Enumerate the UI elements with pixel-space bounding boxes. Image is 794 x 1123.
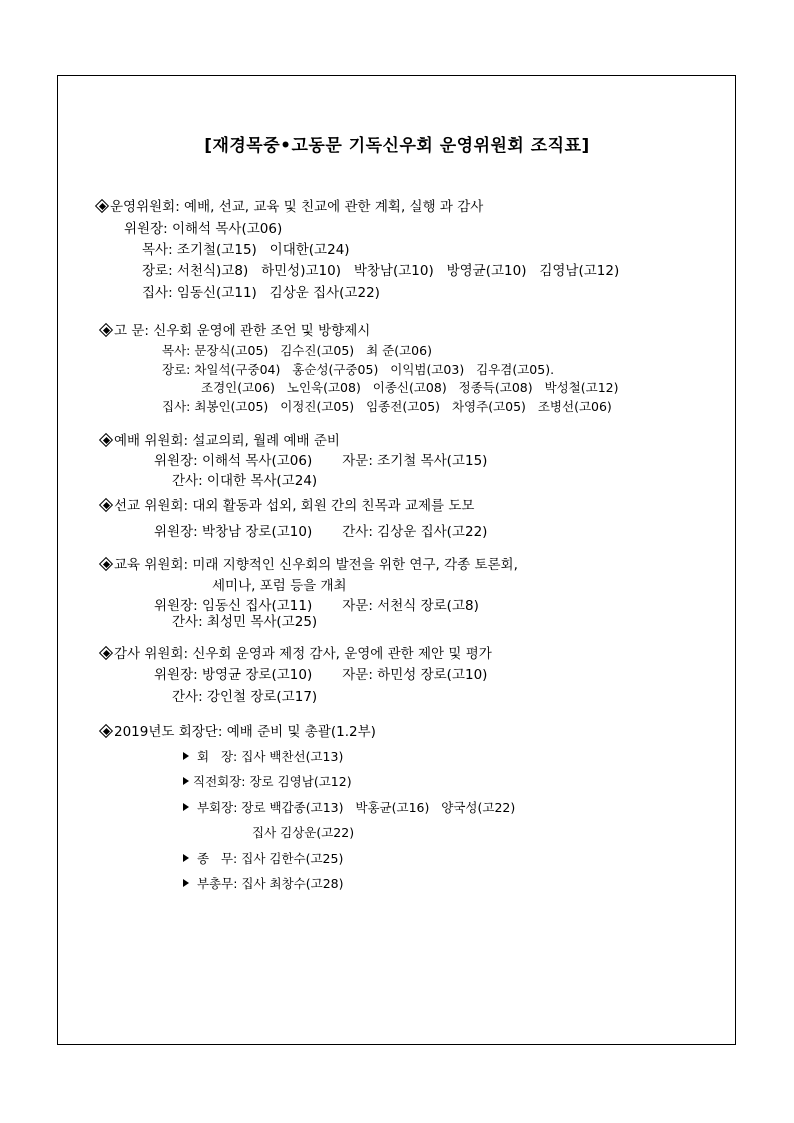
leadership-vice-presidents: 부회장: 장로 백갑종(고13) 박홍균(고16) 양국성(고22) [183, 799, 515, 817]
section-mission-heading: 선교 위원회: 대외 활동과 섭외, 회원 간의 친목과 교제를 도모 [100, 497, 474, 515]
leadership-vice-general-affairs: 부총무: 집사 최창수(고28) [183, 875, 343, 893]
education-chair: 위원장: 임동신 집사(고11) 자문: 서천식 장로(고8) [154, 598, 479, 614]
triangle-bullet-icon [183, 752, 189, 760]
diamond-bullet-icon [100, 324, 112, 336]
mission-chair: 위원장: 박창남 장로(고10) 간사: 김상운 집사(고22) [154, 524, 488, 540]
education-secretary: 간사: 최성민 목사(고25) [172, 614, 318, 630]
operating-deacons: 집사: 임동신(고11) 김상운 집사(고22) [142, 285, 380, 301]
section-operating-heading: 운영위원회: 예배, 선교, 교육 및 친교에 관한 계획, 실행 과 감사 [96, 198, 483, 216]
section-leadership-heading: 2019년도 회장단: 예배 준비 및 총괄(1.2부) [100, 723, 376, 741]
audit-chair: 위원장: 방영균 장로(고10) 자문: 하민성 장로(고10) [154, 667, 488, 683]
diamond-bullet-icon [100, 434, 112, 446]
advisors-deacons: 집사: 최봉인(고05) 이정진(고05) 임종전(고05) 차영주(고05) 조병선(고06) [162, 399, 612, 414]
advisors-elders: 장로: 차일석(구중04) 홍순성(구중05) 이익범(고03) 김우겸(고05). [162, 362, 555, 377]
leadership-vice-presidents-cont: 집사 김상운(고22) [252, 825, 355, 840]
advisors-elders-cont: 조경인(고06) 노인욱(고08) 이종신(고08) 정종득(고08) 박성철(고12) [201, 380, 619, 395]
section-worship-heading: 예배 위원회: 설교의뢰, 월례 예배 준비 [100, 432, 340, 450]
leadership-past-president: 직전회장: 장로 김영남(고12) [183, 773, 352, 791]
diamond-bullet-icon [100, 725, 112, 737]
advisors-pastors: 목사: 문장식(고05) 김수진(고05) 최 준(고06) [162, 343, 432, 358]
diamond-bullet-icon [96, 200, 108, 212]
worship-chair: 위원장: 이해석 목사(고06) 자문: 조기철 목사(고15) [154, 453, 488, 469]
operating-chair: 위원장: 이해석 목사(고06) [124, 221, 283, 237]
triangle-bullet-icon [183, 803, 189, 811]
section-education-heading: 교육 위원회: 미래 지향적인 신우회의 발전을 위한 연구, 각종 토론회, [100, 556, 518, 574]
document-title: [재경목중•고동문 기독신우회 운영위원회 조직표] [204, 136, 590, 156]
leadership-president: 회 장: 집사 백찬선(고13) [183, 748, 343, 766]
triangle-bullet-icon [183, 879, 189, 887]
leadership-general-affairs: 종 무: 집사 김한수(고25) [183, 850, 343, 868]
diamond-bullet-icon [100, 558, 112, 570]
section-advisors-heading: 고 문: 신우회 운영에 관한 조언 및 방향제시 [100, 322, 370, 340]
diamond-bullet-icon [100, 647, 112, 659]
audit-secretary: 간사: 강인철 장로(고17) [172, 689, 318, 705]
triangle-bullet-icon [183, 854, 189, 862]
section-audit-heading: 감사 위원회: 신우회 운영과 제정 감사, 운영에 관한 제안 및 평가 [100, 645, 492, 663]
operating-pastors: 목사: 조기철(고15) 이대한(고24) [142, 242, 350, 258]
worship-secretary: 간사: 이대한 목사(고24) [172, 473, 318, 489]
operating-elders: 장로: 서천식)고8) 하민성)고10) 박창남(고10) 방영균(고10) 김영남(고12) [142, 263, 620, 279]
triangle-bullet-icon [183, 777, 189, 785]
diamond-bullet-icon [100, 499, 112, 511]
education-heading-cont: 세미나, 포럼 등을 개최 [212, 578, 347, 594]
